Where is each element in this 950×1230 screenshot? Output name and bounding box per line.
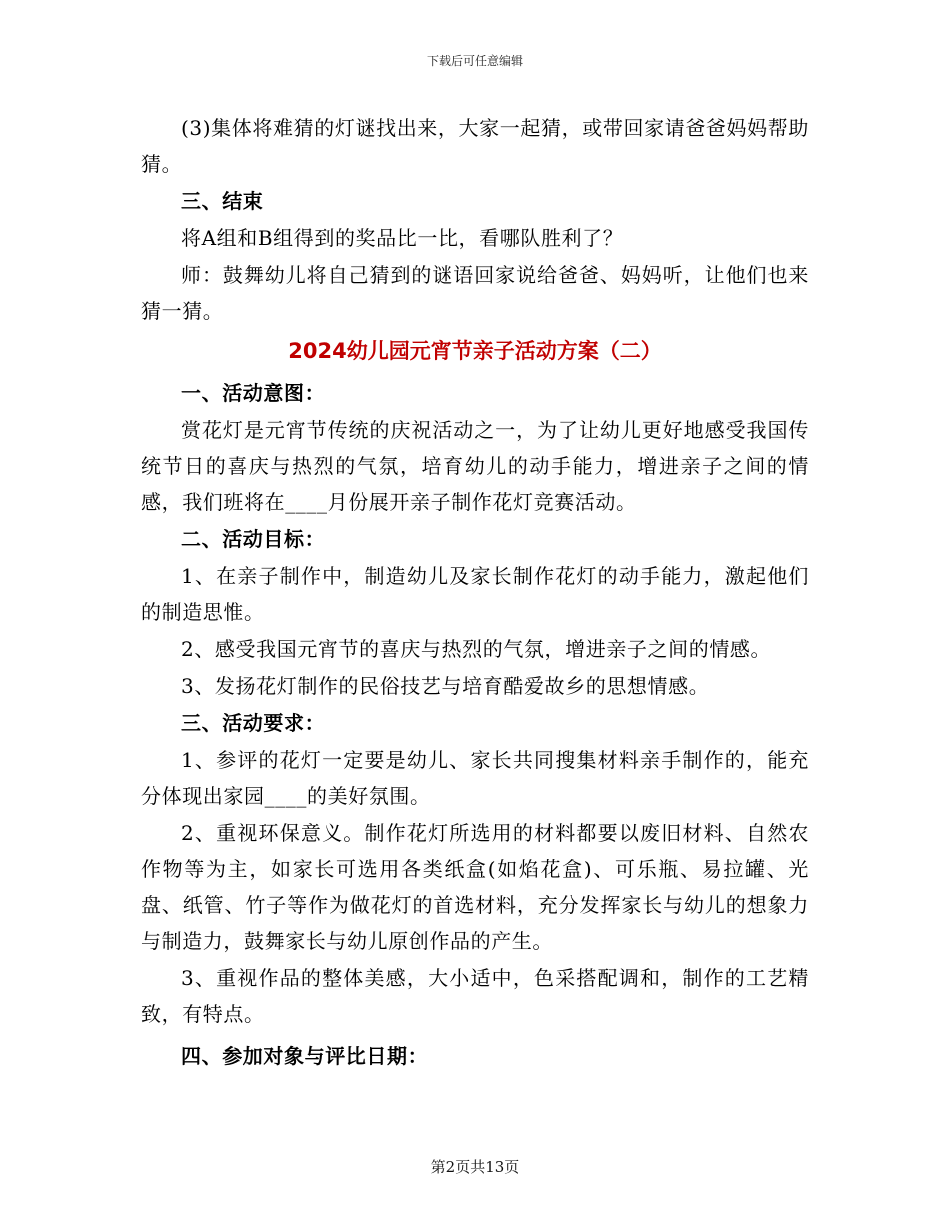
document-body	[141, 110, 809, 1075]
page-footer: 第2页共13页	[430, 1158, 520, 1176]
heading-ending: 三、结束	[181, 189, 264, 213]
paragraph-goal-1: 1、在亲子制作中，制造幼儿及家长制作花灯的动手能力，激起他们的制造思惟。	[141, 564, 809, 624]
paragraph-teacher-note: 师：鼓舞幼儿将自己猜到的谜语回家说给爸爸、妈妈听，让他们也来猜一猜。	[141, 263, 809, 323]
heading-activity-goals: 二、活动目标：	[181, 527, 326, 551]
paragraph-requirement-2: 2、重视环保意义。制作花灯所选用的材料都要以废旧材料、自然农作物等为主，如家长可选用各类纸盒(如焰花盒)、可乐瓶、易拉罐、光盘、纸管、竹子等作为做花灯的首选材料，充分发挥家长与幼儿的想象力与制造力，鼓舞家长与幼儿原创作品的产生。	[141, 821, 809, 953]
paragraph-compare-prizes: 将A组和B组得到的奖品比一比，看哪队胜利了？	[181, 226, 624, 250]
page-header: 下载后可任意编辑	[426, 54, 523, 68]
heading-activity-requirements: 三、活动要求：	[181, 711, 326, 735]
paragraph-guess-together: (3)集体将难猜的灯谜找出来，大家一起猜，或带回家请爸爸妈妈帮助猜。	[141, 116, 809, 176]
section-title: 2024幼儿园元宵节亲子活动方案（二）	[288, 339, 662, 363]
paragraph-goal-3: 3、发扬花灯制作的民俗技艺与培育酷爱故乡的思想情感。	[181, 674, 710, 698]
paragraph-activity-intent: 赏花灯是元宵节传统的庆祝活动之一，为了让幼儿更好地感受我国传统节日的喜庆与热烈的气氛，培育幼儿的动手能力，增进亲子之间的情感，我们班将在____月份展开亲子制作花灯竞赛活动。	[141, 418, 809, 514]
paragraph-goal-2: 2、感受我国元宵节的喜庆与热烈的气氛，增进亲子之间的情感。	[181, 637, 772, 661]
heading-participants-dates: 四、参加对象与评比日期：	[181, 1044, 429, 1068]
paragraph-requirement-1: 1、参评的花灯一定要是幼儿、家长共同搜集材料亲手制作的，能充分体现出家园____的美好氛围。	[141, 748, 809, 808]
paragraph-requirement-3: 3、重视作品的整体美感，大小适中，色采搭配调和，制作的工艺精致，有特点。	[141, 966, 809, 1026]
heading-activity-intent: 一、活动意图：	[181, 381, 326, 405]
